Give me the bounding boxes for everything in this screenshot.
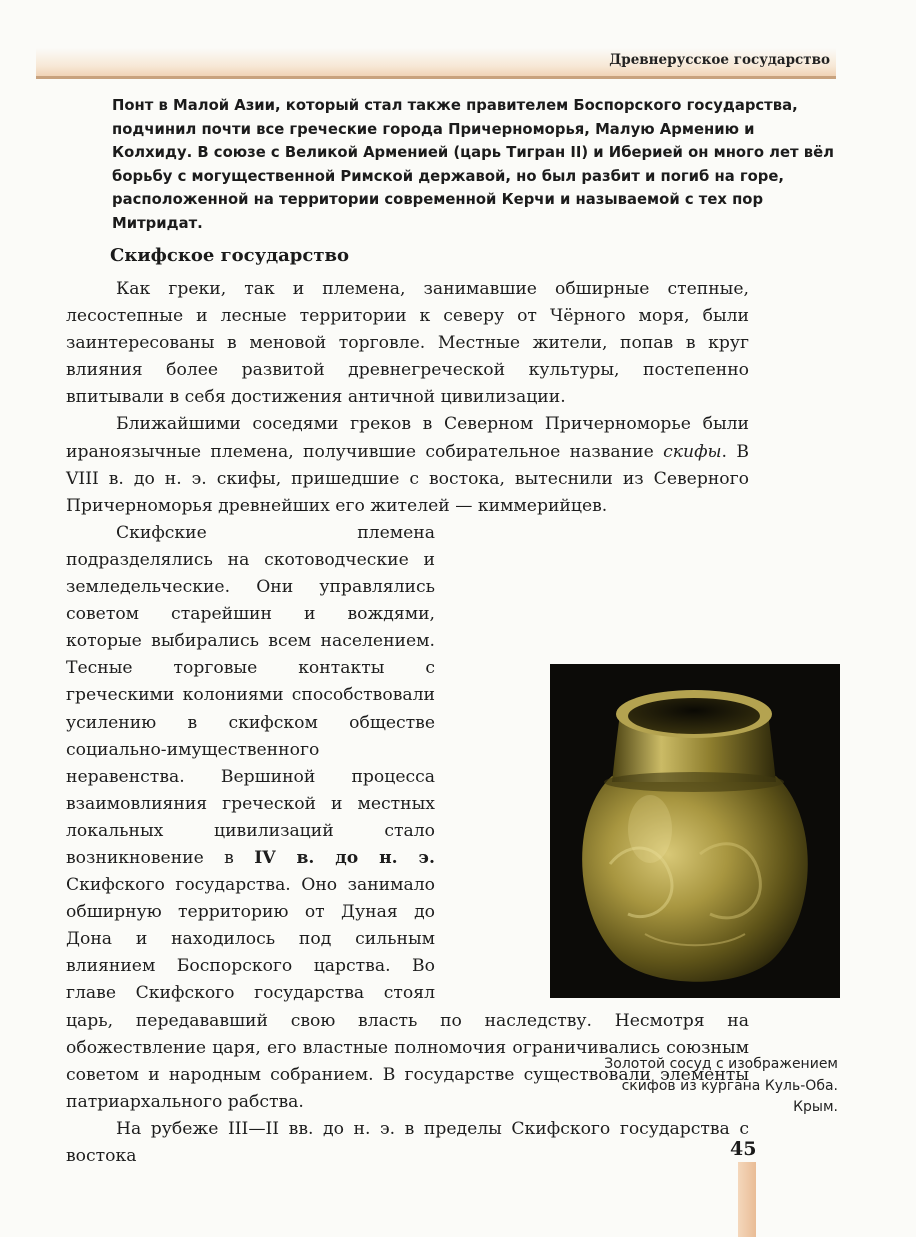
intro-block bbox=[112, 94, 834, 235]
page-number: 45 bbox=[730, 1138, 757, 1160]
caption-line: скифов из кургана Куль-Оба. bbox=[621, 1077, 838, 1094]
paragraph-3-text-a: Скифские племена подразделялись на скотоводческие и земледельческие. Они управлялись советом старейшин и вождями, которые выбирались всем населением. Тесные торговые контакты с греческими колониями способствовали усилению в скифском обществе социально-имущественного неравенства. Вершиной процесса взаимовлияния греческой и местных локальных цивилизаций стало возникновение в bbox=[66, 522, 435, 868]
vessel-illustration bbox=[550, 664, 840, 998]
paragraph-4: На рубеже III—II вв. до н. э. в пределы Скифского государства с востока bbox=[66, 1118, 749, 1166]
paragraph-2-text-b: . В VIII в. до н. э. скифы, пришедшие с востока, вытеснили из Северного Причерноморья древнейших его жителей — киммерийцев. bbox=[66, 441, 750, 516]
date-highlight: IV в. до н. э. bbox=[254, 847, 435, 868]
caption-line: Крым. bbox=[793, 1099, 838, 1115]
paragraph-2-text-a: Ближайшими соседями греков в Северном Причерноморье были ираноязычные племена, получившие собирательное название bbox=[66, 414, 749, 462]
paragraph-3-text-b: Скифского государства. Оно занимало обширную территорию от Дуная до Дона и находилось под сильным влиянием Боспорского царства. Во главе Скифского государства стоял царь, передававший свою власть по наследству. Несмотря на обожествление царя, его властные полномочия ограничивались союзным советом и народным собранием. В государстве существовали элементы патриархального рабства. bbox=[66, 875, 749, 1112]
paragraph-1: Как греки, так и племена, занимавшие обширные степные, лесостепные и лесные территории к северу от Чёрного моря, были заинтересованы в меновой торговле. Местные жители, попав в круг влияния более развитой древнегреческой культуры, постепенно впитывали в себя достижения античной цивилизации. bbox=[66, 279, 749, 408]
paragraph-2 bbox=[66, 411, 749, 519]
section-heading: Скифское государство bbox=[110, 245, 349, 266]
page-tab bbox=[738, 1162, 756, 1237]
running-title: Древнерусское государство bbox=[609, 52, 830, 68]
intro-paragraph: Понт в Малой Азии, который стал также правителем Боспорского государства, подчинил почти все греческие города Причерноморья, Малую Армению и Колхиду. В союзе с Великой Арменией (царь Тигран II) и Иберией он много лет вёл борьбу с могущественной Римской державой, но был разбит и погиб на горе, расположенной на территории современной Керчи и называемой с тех пор Митридат. bbox=[112, 97, 834, 232]
caption-line: Золотой сосуд с изображением bbox=[604, 1056, 838, 1072]
term-scythians: скифы bbox=[663, 441, 722, 462]
header-rule bbox=[36, 76, 836, 79]
golden-vessel-photo bbox=[550, 664, 840, 998]
figure-caption bbox=[548, 1054, 838, 1119]
